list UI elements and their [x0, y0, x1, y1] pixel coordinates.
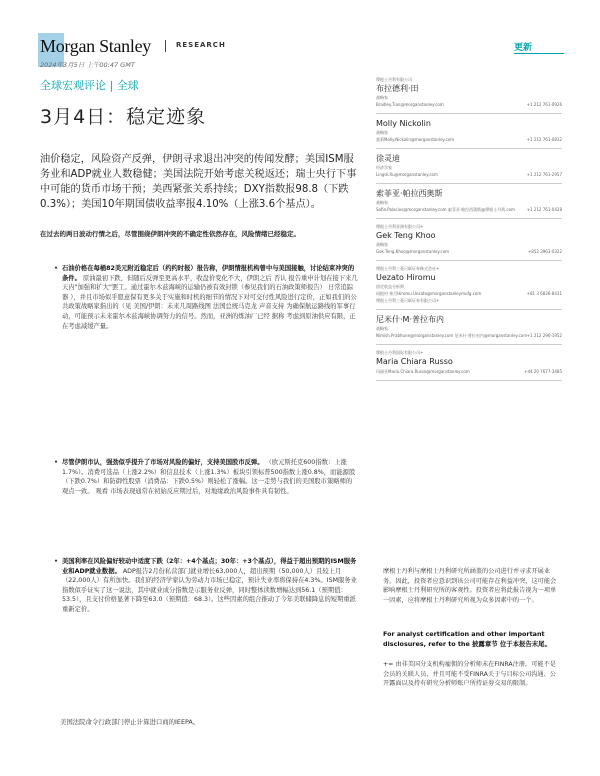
contact-email[interactable]: Bradley.Tian@morganstanley.com	[376, 102, 444, 107]
contact-email[interactable]: 同植村 弗吕Hiromu.Uezato@morganstanleymufg.com	[376, 291, 482, 296]
contact-divider	[376, 218, 562, 219]
conflict-disclosure: 摩根士丹利与摩根士丹利研究所涵盖的公司进行并寻求开展业务。因此，投资者应意识到该公司可能存在利益冲突，这可能会影响摩根士丹利研究所的客观性。投资者应将此报告视为一项单一因素，应将摩根士丹利研究所视为众多因素中的一个。	[383, 568, 557, 604]
contact-line	[376, 101, 562, 108]
bullet-text: ADP报告2月份私营部门就业增长63,000人，超出预期（50,000人）且较上月（22,000人）有所加快。我们的经济学家认为劳动力市场已稳定，预计失业率将保持在4.3%。ISM服务业指数似乎证实了这一说法，其中就业成分指数是示服务业反弹，同时整体读数增幅达到56.1（预期值：53.5），且支付价格显著下降至63.0（预期值：68.3）。这些因素的组合推动了今年美联储降息的短期重派重新定价。	[62, 567, 357, 613]
contact-name: 徐灵迪	[376, 154, 400, 163]
contact-org: 摩根士丹利国际有限公司+	[376, 350, 424, 355]
contact-email[interactable]: Lingdi.Xu@morganstanley.com	[376, 172, 438, 177]
contact-line	[376, 206, 562, 213]
contact-divider	[376, 148, 562, 149]
contact-email[interactable]: Gek.Teng.Khoo@morganstanley.com	[376, 249, 450, 254]
contact-org: 摩根士丹利有限公司	[376, 77, 412, 82]
research-label: RESEARCH	[176, 41, 226, 49]
contact-role: 战略家	[376, 326, 388, 331]
contact-card	[376, 223, 562, 261]
contact-org: 摩根士丹利亚洲有限公司+	[376, 224, 424, 229]
contact-phone: +852 3963-0322	[527, 249, 562, 254]
contact-name: Uezato Hiromu	[376, 273, 436, 282]
contact-phone: +1 212 296-1952	[526, 333, 562, 338]
contact-card	[376, 153, 562, 184]
category-label: 全球宏观评论 | 全球	[40, 79, 139, 92]
contact-card	[376, 118, 562, 149]
contact-phone: +1 212 761-0926	[526, 102, 562, 107]
contact-role: 固定收益分析师	[376, 284, 404, 289]
contact-name: 尼米什·M·普拉布内	[376, 315, 444, 324]
bullet-headline: 石油价格在每桶82美元附近稳定后（约约时报）报告称，伊朗情报机构曾中与美国接触，讨论结束冲突的条件。	[62, 265, 355, 282]
contact-divider	[376, 183, 562, 184]
contact-line	[376, 297, 562, 304]
contact-email[interactable]: 玛丽亚Maria.Chiara.Russo@morganstanley.com	[376, 369, 470, 374]
lead-paragraph: 在过去的两日波动行情之后，尽管围绕伊朗冲突的不确定性依然存在，风险情绪已经稳定。	[40, 230, 300, 238]
contact-role: 战略家	[376, 242, 388, 247]
contact-phone: +1 212 761-2957	[526, 172, 562, 177]
contact-card	[376, 349, 562, 381]
contact-name: Molly Nickolin	[376, 119, 431, 128]
contact-name: 索菲亚·帕拉西奥斯	[376, 189, 443, 198]
contact-divider	[376, 380, 562, 381]
bullet-text: 原油最初下跌，但随后反弹至更高水平，收盘价变化不大，伊朗之后 否认 报告重申计划在接下来几天内"加强和扩大"罢工。通过霍尔木兹海峡的运输仍被有效封锁（参见我们的石油政策师报告） 日常追踪器 ），并且市场似乎愿意保有更多关于实施和时机的细节的情况下对可交付性风险进行定价，正如我们的公共政策战略家指出的（见 美国/伊朗：未来几周路线图 法国总统马克龙 声音支持 为确保航运路线的军事行动，可能预示未来霍尔木兹海峡协调努力的信号。然而，亚洲的炼油厂已经 据称 考虑到原油供应有限，正在考虑减缓产量。	[62, 274, 358, 330]
contact-role: 战略家	[376, 130, 388, 135]
contact-line	[376, 332, 562, 339]
contact-role: 战略家	[376, 95, 388, 100]
contact-phone: +1 212 761-0832	[526, 137, 562, 142]
contact-phone: +81 3 6836-8431	[526, 291, 562, 296]
contact-email[interactable]: 摩根士丹利三菱日联证券有限公司+	[376, 298, 440, 303]
bullet-headline: 美国利率在风险偏好较动中适度下跌（2年：+4个基点；30年：+3个基点），得益于超出预期的ISM服务业和ADP就业数据。	[62, 558, 357, 575]
bullet-headline: 尽管伊朗市认，强劲似乎提升了市场对风险的偏好，支持美国股市反弹。	[62, 459, 264, 466]
contact-line	[376, 248, 562, 255]
contact-phone: +1 212 761-0428	[526, 207, 562, 212]
contact-divider	[376, 309, 562, 310]
update-underline	[514, 53, 564, 54]
contact-divider	[376, 344, 562, 345]
contact-phone: +44 20 7677-3485	[524, 369, 562, 374]
page-title: 3月4日：稳定迹象	[40, 106, 207, 128]
contact-org: 摩根士丹利三菱日联证券株式会社+	[376, 266, 440, 271]
contact-line	[376, 136, 562, 143]
contact-line	[376, 368, 562, 375]
contact-line	[376, 171, 562, 178]
contact-divider	[376, 113, 562, 114]
publish-date: 2024年3月5日 上午00:47 GMT	[40, 61, 135, 69]
contact-card	[376, 314, 562, 345]
contact-role: 战略家	[376, 200, 388, 205]
logo-divider	[165, 40, 166, 52]
contact-email[interactable]: Nimish.Prabhune@morganstanley.com 尼米什·普拉布内@morganstanley.com	[376, 333, 528, 338]
bullet-text: （欧元斯托克600指数：上涨1.7%）。消费可选品（上涨2.2%）和信息技术（上涨1.3%）板块引领标普500指数上涨0.8%，而能源股（下跌0.7%）和防御性股票（消费品：下跌0.5%）则轻松了涨幅。这一走势与我们的美国股市策略师的观点一致。 观看 市场表现通常在初始反应期过后，对地缘政治风险事件具有韧性。	[62, 459, 356, 495]
contact-role: 经济学家	[376, 165, 392, 170]
bullet-item	[62, 458, 358, 496]
contact-email[interactable]: 莫莉Molly.Nickolin@morganstanley.com	[376, 137, 455, 142]
summary-paragraph: 油价稳定，风险资产反弹，伊朗寻求退出冲突的传闻发酵；美国ISM服务业和ADP就业人数稳健；美国法院开始考虑关税返还；瑞士央行下事中可能的货币市场干预；美西紧张关系持续；DXY指数报98.8（下跌0.3%）；美国10年期国债收益率报4.10%（上涨3.6个基点）。	[40, 154, 357, 210]
contact-card	[376, 188, 562, 219]
contact-card	[376, 265, 562, 310]
analyst-certification-note: For analyst certification and other important disclosures, refer to the 披露章节 位于本报告末尾。	[383, 630, 551, 648]
contact-name: Maria Chiara Russo	[376, 357, 453, 366]
footnote: 美国法院命令行政部门停止计算进口商的IEEPA。	[60, 718, 200, 726]
bullet-item	[62, 557, 358, 615]
contact-name: 布拉德利·田	[376, 84, 419, 93]
update-label: 更新	[514, 43, 533, 53]
contact-email[interactable]: Sofia.Palacios@morganstanley.com 索菲亚·帕拉西奥斯@摩根士丹利.com	[376, 207, 515, 212]
contact-name: Gek Teng Khoo	[376, 231, 436, 240]
bullet-item	[62, 264, 358, 331]
finra-note: += 由非美国分支机构雇佣的分析师未在FINRA注册，可能不是会员的关联人员，并且可能不受FINRA关于与目标公司沟通、公开露面以及持有研究分析师账户所持证券交易的限制。	[383, 661, 556, 687]
brand-logo: Morgan Stanley	[40, 36, 151, 56]
contact-divider	[376, 260, 562, 261]
contacts-panel	[376, 76, 562, 385]
contact-line	[376, 290, 562, 297]
contact-card	[376, 76, 562, 114]
